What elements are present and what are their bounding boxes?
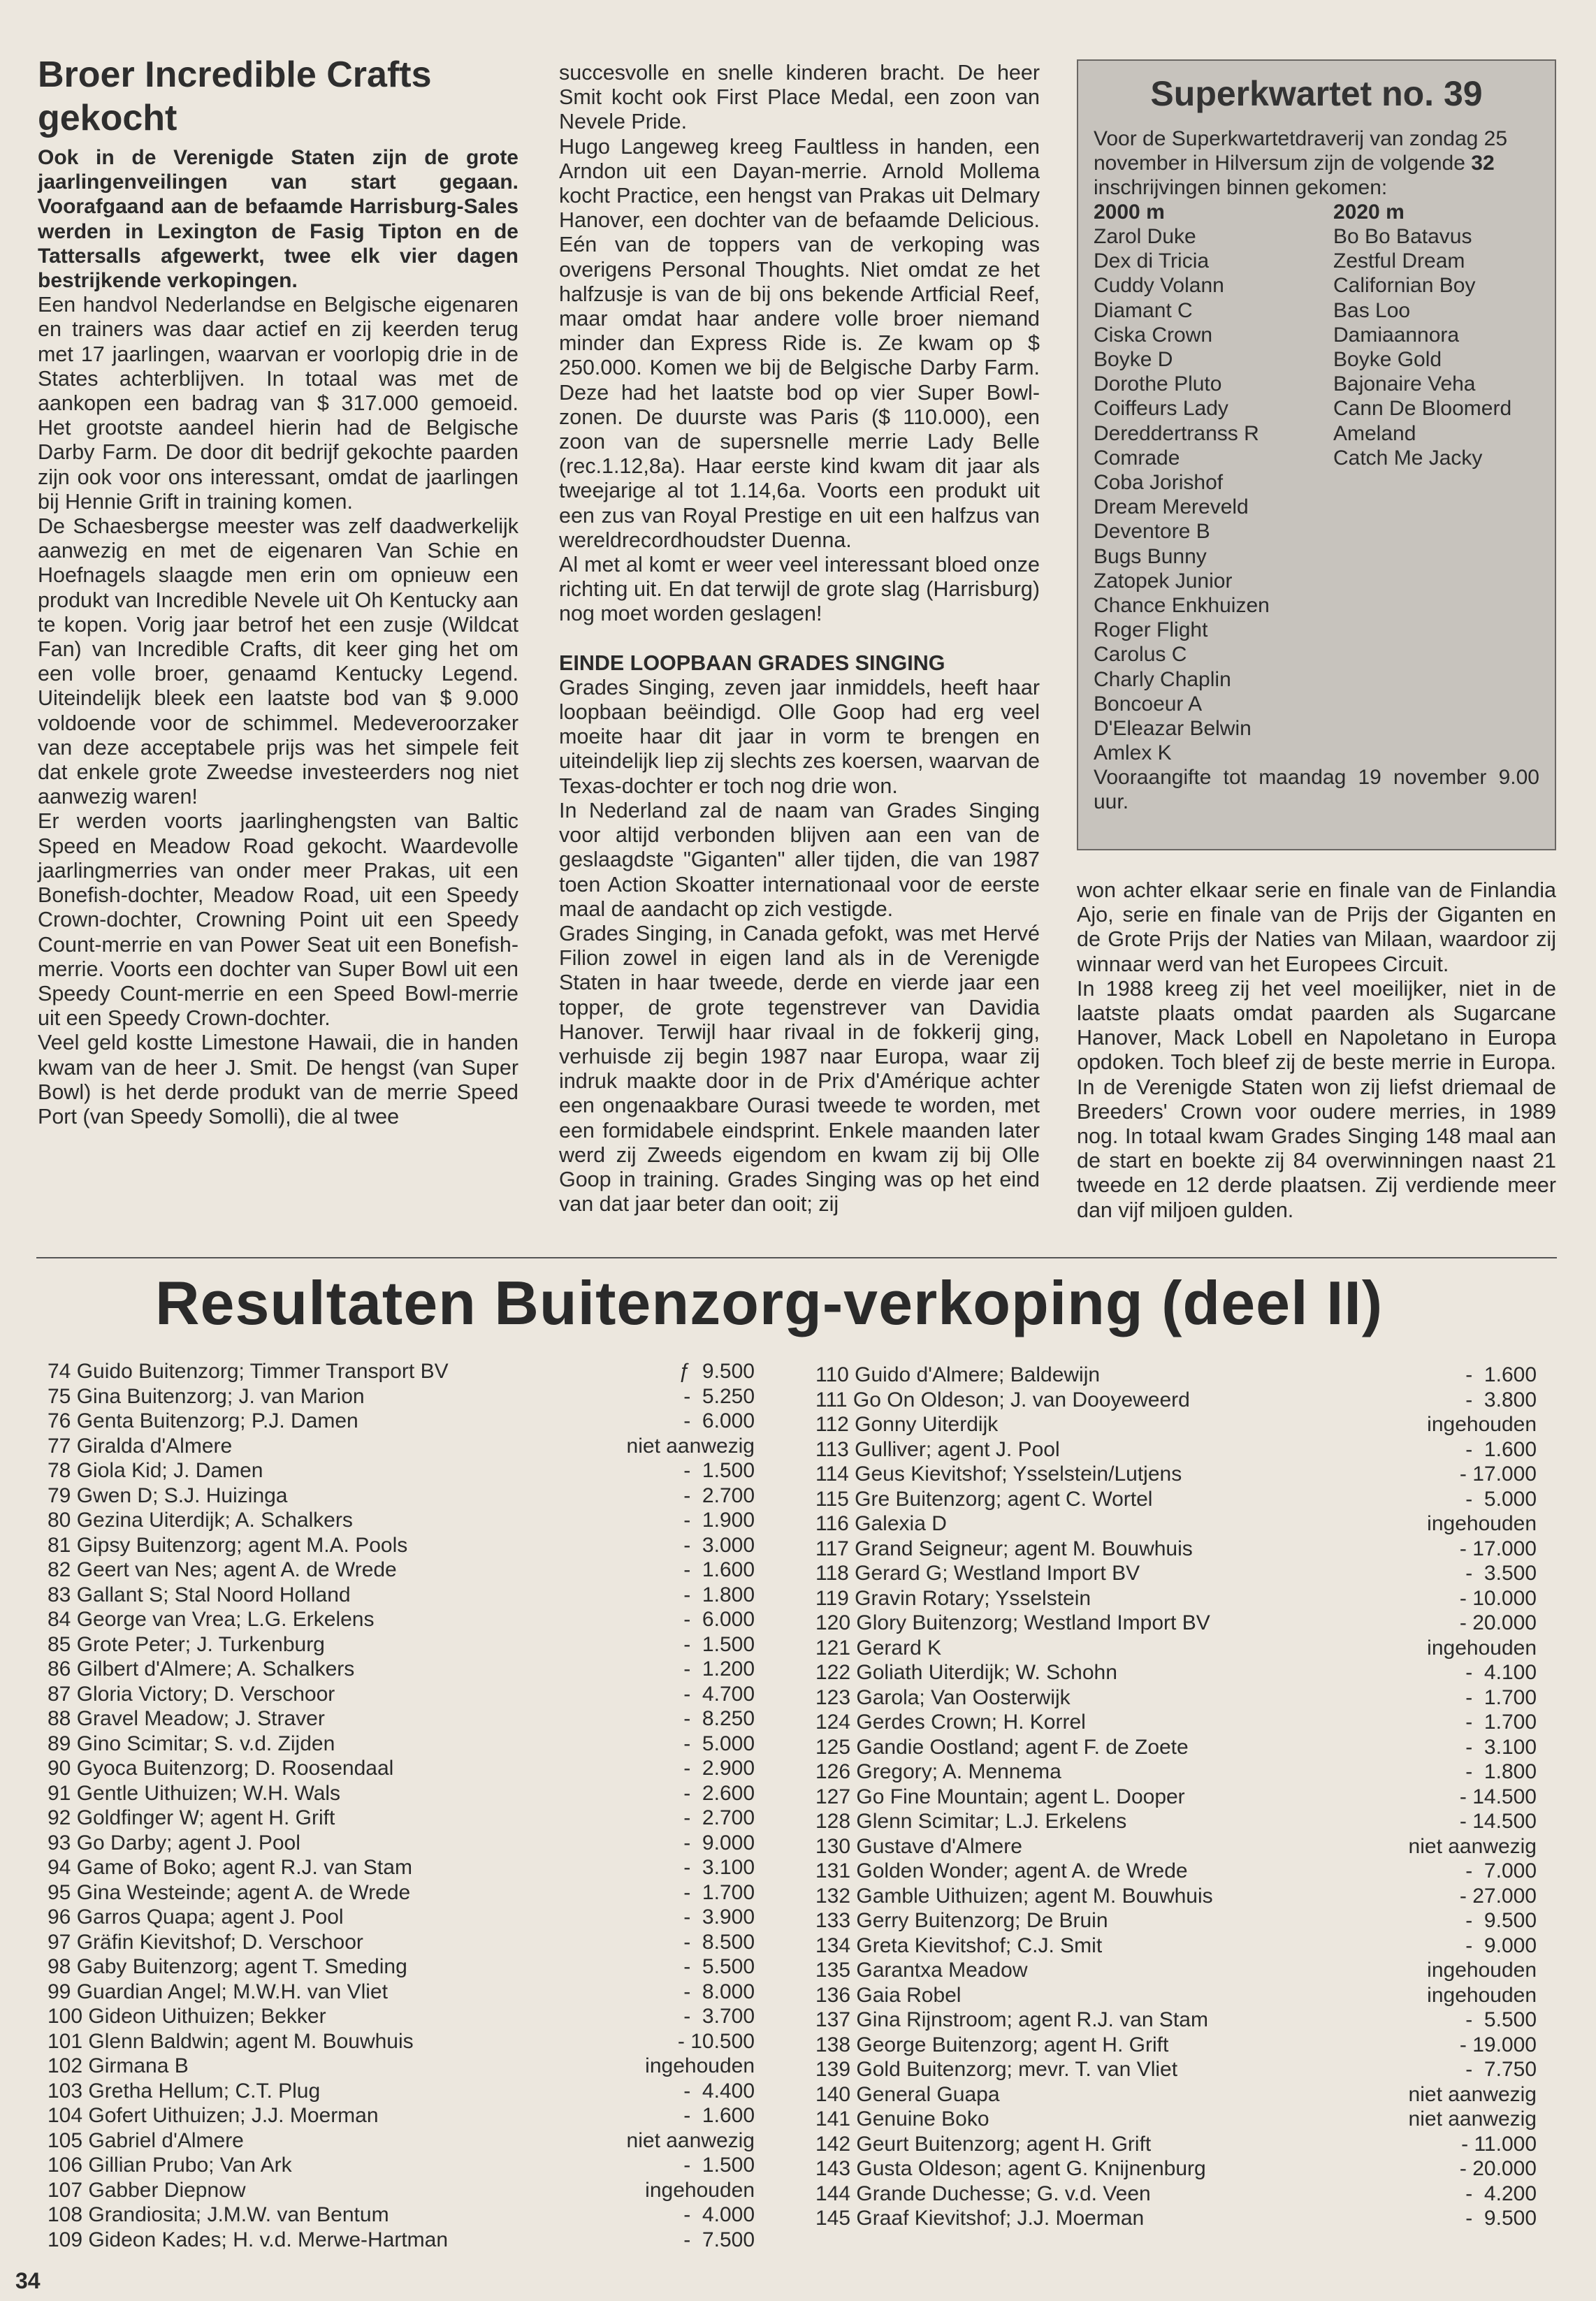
lot-price: - 8.250: [683, 1707, 755, 1730]
lot-buyer: 107 Gabber Diepnow: [48, 2178, 246, 2202]
paragraph: Hugo Langeweg kreeg Faultless in handen, een Arndon uit een Dayan-merrie. Arnold Mollema kocht Practice, een hengst van Prakas uit Delmary Hanover, een dochter van de befaamde Delicious. Eén van de toppers van de verkoping was overigens Personal Thoughts. Niet omdat ze het halfzusje is van de bij ons bekende Artficial Reef, maar omdat haar andere volle broer niemand minder dan Express Ride is. Ze kwam op $ 250.000. Komen we bij de Belgische Darby Farm. Deze had het laatste bod op vier Super Bowl-zonen. De duurste was Paris ($ 110.000), een zoon van de supersnelle merrie Lady Belle (rec.1.12,8a). Haar eerste kind kwam dit jaar als tweejarige al tot 1.14,6a. Voorts een produkt uit een zus van Royal Prestige en uit een halfzus van wereldrecordhoudster Duenna.: [559, 134, 1040, 552]
result-row: [48, 1880, 755, 1906]
lot-buyer: 80 Gezina Uiterdijk; A. Schalkers: [48, 1509, 353, 1532]
paragraph: Al met al komt er weer veel interessant bloed onze richting uit. En dat terwijl de grote slag (Harrisburg) nog moet worden geslagen!: [559, 553, 1040, 626]
horse-entry: Ciska Crown: [1094, 323, 1213, 347]
paragraph: won achter elkaar serie en finale van de Finlandia Ajo, serie en finale van de Prijs der Giganten en de Grote Prijs der Naties van Milaan, waardoor zij winnaar werd van het Europees Circuit.: [1077, 878, 1556, 976]
result-row: [815, 1437, 1537, 1462]
lot-price: - 10.500: [677, 2029, 755, 2053]
lot-price: - 3.700: [683, 2005, 755, 2028]
horse-entry: Dereddertranss R: [1094, 421, 1259, 445]
lot-buyer: 134 Greta Kievitshof; C.J. Smit: [815, 1933, 1103, 1957]
result-row: [815, 2107, 1537, 2132]
result-row: [815, 1487, 1537, 1512]
lot-price: - 4.200: [1465, 2182, 1537, 2205]
result-row: [48, 1706, 755, 1732]
article-body-continued: [559, 61, 1040, 627]
superkwartet-lists: [1094, 200, 1539, 765]
lot-buyer: 76 Genta Buitenzorg; P.J. Damen: [48, 1409, 358, 1432]
horse-entry: Coba Jorishof: [1094, 471, 1224, 495]
lot-buyer: 100 Gideon Uithuizen; Bekker: [48, 2005, 326, 2028]
lot-buyer: 106 Gillian Prubo; Van Ark: [48, 2154, 292, 2177]
result-row: [815, 2033, 1537, 2058]
result-row: [48, 2029, 755, 2054]
result-row: [48, 1384, 755, 1409]
horse-entry: Deventore B: [1094, 520, 1210, 544]
lot-buyer: 86 Gilbert d'Almere; A. Schalkers: [48, 1657, 355, 1681]
lot-buyer: 131 Golden Wonder; agent A. de Wrede: [815, 1859, 1188, 1882]
lot-price: - 9.000: [683, 1831, 755, 1854]
paragraph: succesvolle en snelle kinderen bracht. De heer Smit kocht ook First Place Medal, een zoon van Nevele Pride.: [559, 61, 1040, 134]
intro-text: Voor de Superkwartetdraverij van zondag 25 november in Hilversum zijn de volgende: [1094, 127, 1508, 175]
paragraph: Er werden voorts jaarlinghengsten van Baltic Speed en Meadow Road gekocht. Waardevolle jaarlingmerries van onder meer Prakas, uit een Bonefish-dochter, Meadow Road, uit een Speedy Crown-dochter, Crowning Point uit een Speedy Count-merrie en van Power Seat uit een Bonefish-merrie. Voorts een dochter van Super Bowl uit een Speedy Count-merrie en een Speed Bowl-merrie uit een Speedy Crown-dochter.: [38, 809, 518, 1031]
result-row: [815, 1363, 1537, 1388]
lot-price: - 4.400: [683, 2079, 755, 2103]
distance-2000-list: [1094, 200, 1333, 765]
result-row: [815, 1412, 1537, 1437]
lot-price: ingehouden: [1427, 1512, 1537, 1535]
lot-price: - 1.700: [683, 1880, 755, 1904]
result-row: [815, 1958, 1537, 1983]
results-title-wrap: [155, 1268, 1483, 1338]
result-row: [48, 2153, 755, 2178]
horse-entry: Carolus C: [1094, 643, 1187, 667]
result-row: [815, 1884, 1537, 1909]
horse-entry: Boyke Gold: [1333, 348, 1442, 372]
lot-buyer: 95 Gina Westeinde; agent A. de Wrede: [48, 1880, 411, 1904]
lot-buyer: 94 Game of Boko; agent R.J. van Stam: [48, 1856, 412, 1879]
lot-buyer: 119 Gravin Rotary; Ysselstein: [815, 1586, 1091, 1610]
lot-price: niet aanwezig: [626, 1434, 755, 1458]
lot-price: - 5.000: [683, 1732, 755, 1755]
result-row: [815, 1537, 1537, 1562]
lot-price: ingehouden: [1427, 1983, 1537, 2007]
lot-price: niet aanwezig: [626, 2128, 755, 2152]
result-row: [48, 1905, 755, 1930]
lot-buyer: 111 Go On Oldeson; J. van Dooyeweerd: [815, 1388, 1190, 1411]
lot-price: - 1.600: [683, 2104, 755, 2127]
horse-entry: Cuddy Volann: [1094, 274, 1224, 298]
lot-price: - 19.000: [1459, 2033, 1537, 2056]
lot-buyer: 135 Garantxa Meadow: [815, 1959, 1028, 1982]
lot-price: - 1.500: [683, 1632, 755, 1656]
result-row: [815, 1388, 1537, 1413]
distance-header: 2000 m: [1094, 201, 1165, 224]
result-row: [815, 1735, 1537, 1760]
result-row: [48, 1409, 755, 1434]
lot-price: - 2.700: [683, 1806, 755, 1829]
lot-price: - 6.000: [683, 1409, 755, 1432]
lot-buyer: 103 Gretha Hellum; C.T. Plug: [48, 2079, 321, 2103]
result-row: [48, 1508, 755, 1533]
result-row: [48, 1607, 755, 1632]
page-number: 34: [15, 2268, 41, 2293]
horse-entry: Zatopek Junior: [1094, 569, 1233, 593]
horse-entry: Bo Bo Batavus: [1333, 225, 1472, 248]
lot-buyer: 124 Gerdes Crown; H. Korrel: [815, 1711, 1086, 1734]
lot-price: - 4.100: [1465, 1661, 1537, 1684]
lot-price: - 1.800: [683, 1583, 755, 1606]
lot-price: - 1.600: [1465, 1437, 1537, 1461]
lot-buyer: 85 Grote Peter; J. Turkenburg: [48, 1632, 325, 1656]
lot-price: niet aanwezig: [1408, 1834, 1537, 1858]
result-row: [815, 1908, 1537, 1933]
horse-entry: Chance Enkhuizen: [1094, 594, 1270, 618]
lot-buyer: 97 Gräfin Kievitshof; D. Verschoor: [48, 1930, 363, 1954]
result-row: [48, 1558, 755, 1583]
lot-buyer: 141 Genuine Boko: [815, 2107, 989, 2131]
lot-buyer: 88 Gravel Meadow; J. Straver: [48, 1707, 325, 1730]
results-title: Resultaten Buitenzorg-verkoping (deel II): [155, 1268, 1384, 1337]
result-row: [815, 2132, 1537, 2157]
result-row: [48, 1434, 755, 1459]
lot-buyer: 130 Gustave d'Almere: [815, 1834, 1022, 1858]
result-row: [48, 1732, 755, 1757]
lot-price: - 11.000: [1461, 2132, 1537, 2156]
lot-buyer: 144 Grande Duchesse; G. v.d. Veen: [815, 2182, 1151, 2205]
lot-price: - 17.000: [1459, 1462, 1537, 1486]
lot-price: - 1.600: [683, 1558, 755, 1581]
lot-price: niet aanwezig: [1408, 2107, 1537, 2131]
result-row: [815, 1685, 1537, 1711]
result-row: [48, 2103, 755, 2128]
lot-buyer: 77 Giralda d'Almere: [48, 1434, 233, 1458]
lot-price: - 8.500: [683, 1930, 755, 1954]
lot-price: - 14.500: [1459, 1810, 1537, 1833]
article-title: Broer Incredible Crafts gekocht: [38, 55, 432, 138]
result-row: [815, 1759, 1537, 1785]
result-row: [48, 1781, 755, 1806]
lot-price: - 3.800: [1465, 1388, 1537, 1411]
grades-singing-body: [559, 676, 1040, 1217]
lot-buyer: 74 Guido Buitenzorg; Timmer Transport BV: [48, 1360, 449, 1383]
lot-buyer: 142 Geurt Buitenzorg; agent H. Grift: [815, 2132, 1152, 2156]
result-row: [815, 2057, 1537, 2082]
horse-entry: Charly Chaplin: [1094, 667, 1231, 691]
result-row: [815, 1462, 1537, 1487]
result-row: [48, 1831, 755, 1856]
horse-entry: Bajonaire Veha: [1333, 372, 1476, 396]
lot-price: - 4.700: [683, 1682, 755, 1706]
lot-price: - 14.500: [1459, 1785, 1537, 1808]
result-row: [48, 1359, 755, 1384]
lot-buyer: 89 Gino Scimitar; S. v.d. Zijden: [48, 1732, 335, 1755]
lot-price: - 9.000: [1465, 1933, 1537, 1957]
lot-buyer: 117 Grand Seigneur; agent M. Bouwhuis: [815, 1537, 1193, 1560]
horse-entry: Dex di Tricia: [1094, 249, 1210, 273]
lot-price: - 7.750: [1465, 2058, 1537, 2081]
result-row: [815, 1809, 1537, 1834]
lot-buyer: 122 Goliath Uiterdijk; W. Schohn: [815, 1661, 1117, 1684]
lot-buyer: 81 Gipsy Buitenzorg; agent M.A. Pools: [48, 1533, 408, 1557]
lot-buyer: 92 Goldfinger W; agent H. Grift: [48, 1806, 335, 1829]
result-row: [48, 1855, 755, 1880]
result-row: [815, 1561, 1537, 1586]
lot-price: - 20.000: [1459, 1611, 1537, 1634]
distance-header: 2020 m: [1333, 201, 1405, 224]
result-row: [48, 2004, 755, 2029]
lot-price: - 27.000: [1459, 1884, 1537, 1908]
lot-buyer: 137 Gina Rijnstroom; agent R.J. van Stam: [815, 2008, 1208, 2031]
superkwartet-intro: [1094, 126, 1539, 200]
lot-buyer: 104 Gofert Uithuizen; J.J. Moerman: [48, 2104, 379, 2127]
result-row: [815, 2182, 1537, 2207]
lot-buyer: 132 Gamble Uithuizen; agent M. Bouwhuis: [815, 1884, 1213, 1908]
lot-price: - 7.000: [1465, 1859, 1537, 1882]
lot-buyer: 102 Girmana B: [48, 2054, 189, 2077]
lot-price: - 1.900: [683, 1509, 755, 1532]
result-row: [815, 2206, 1537, 2231]
horse-entry: Bas Loo: [1333, 298, 1411, 322]
result-row: [48, 2202, 755, 2228]
lot-price: ingehouden: [645, 2178, 755, 2202]
horse-entry: Comrade: [1094, 446, 1180, 470]
result-row: [48, 1583, 755, 1608]
lot-buyer: 133 Gerry Buitenzorg; De Bruin: [815, 1909, 1108, 1932]
paragraph: Een handvol Nederlandse en Belgische eigenaren en trainers was daar actief en zij keerden terug met 17 jaarlingen, waarvan er voorlopig drie in de States achterblijven. In totaal was met de aankopen een badrag van $ 317.000 gemoeid. Het grootste aandeel hierin had de Belgische Darby Farm. De door dit bedrijf gekochte paarden zijn ook voor ons interessant, omdat de jaarlingen bij Hennie Grift in training komen.: [38, 293, 518, 514]
lot-buyer: 83 Gallant S; Stal Noord Holland: [48, 1583, 351, 1606]
article-column-2: [559, 61, 1040, 1217]
paragraph: In Nederland zal de naam van Grades Singing voor altijd verbonden blijven aan een van de geslaagdste "Giganten" aller tijden, die van 1987 toen Action Skoatter internationaal voor de eerste maal de aandacht op zich vestigde.: [559, 798, 1040, 921]
lot-buyer: 105 Gabriel d'Almere: [48, 2128, 244, 2152]
lot-price: - 5.000: [1465, 1487, 1537, 1511]
lot-buyer: 96 Garros Quapa; agent J. Pool: [48, 1906, 344, 1929]
lot-buyer: 98 Gaby Buitenzorg; agent T. Smeding: [48, 1955, 407, 1978]
lot-buyer: 116 Galexia D: [815, 1512, 947, 1535]
article-lead: Ook in de Verenigde Staten zijn de grote jaarlingenveilingen van start gegaan. Voorafgaand aan de befaamde Harrisburg-Sales werden in Lexington de Fasig Tipton en de Tattersalls afgewerkt, twee elk vier dagen bestrijkende verkopingen.: [38, 146, 518, 293]
lot-price: - 3.100: [1465, 1735, 1537, 1759]
horse-entry: Zarol Duke: [1094, 225, 1196, 248]
result-row: [815, 2008, 1537, 2033]
lot-buyer: 143 Gusta Oldeson; agent G. Knijnenburg: [815, 2157, 1206, 2180]
lot-price: - 3.000: [683, 1533, 755, 1557]
horse-entry: Dorothe Pluto: [1094, 372, 1222, 396]
result-row: [815, 1511, 1537, 1537]
lot-price: - 10.000: [1459, 1586, 1537, 1610]
horse-entry: Californian Boy: [1333, 274, 1476, 298]
result-row: [815, 1983, 1537, 2008]
lot-price: - 7.500: [683, 2228, 755, 2251]
horse-entry: Coiffeurs Lady: [1094, 397, 1228, 421]
horse-entry: Cann De Bloomerd: [1333, 397, 1512, 421]
superkwartet-title: Superkwartet no. 39: [1150, 74, 1483, 113]
paragraph: De Schaesbergse meester was zelf daadwerkelijk aanwezig en met de eigenaren Van Schie en Hoefnagels slaagde men erin om opnieuw een produkt van Incredible Nevele uit Oh Kentucky aan te kopen. Vorig jaar betrof het een zusje (Wildcat Fan) van Incredible Crafts, dit keer ging het om een volle broer, genaamd Kentucky Legend. Uiteindelijk bleek een laatste bod van $ 9.000 voldoende voor de schimmel. Medeveroorzaker van deze acceptabele prijs was het simpele feit dat enkele grote Zweedse investeerders nog niet aanwezig waren!: [38, 514, 518, 809]
lot-buyer: 78 Giola Kid; J. Damen: [48, 1459, 263, 1482]
lot-price: - 4.000: [683, 2203, 755, 2226]
lot-price: ingehouden: [645, 2054, 755, 2077]
lot-buyer: 139 Gold Buitenzorg; mevr. T. van Vliet: [815, 2058, 1178, 2081]
lot-price: ingehouden: [1427, 1959, 1537, 1982]
lot-buyer: 115 Gre Buitenzorg; agent C. Wortel: [815, 1487, 1153, 1511]
lot-buyer: 99 Guardian Angel; M.W.H. van Vliet: [48, 1980, 388, 2003]
result-row: [48, 2079, 755, 2104]
lot-price: - 5.250: [683, 1384, 755, 1408]
result-row: [48, 1657, 755, 1682]
paragraph: Grades Singing, in Canada gefokt, was met Hervé Filion zowel in eigen land als in de Verenigde Staten in haar tweede, derde en vierde jaar een topper, de grote tegenstrever van Davidia Hanover. Terwijl haar rivaal in de fokkerij ging, verhuisde zij begin 1987 naar Europa, waar zij indruk maakte door in de Prix d'Amérique achter een ongenaakbare Ourasi tweede te worden, met een formidabele eindsprint. Enkele maanden later werd zij Zweeds eigendom en kwam zij bij Olle Goop in training. Grades Singing was op het eind van dat jaar beter dan ooit; zij: [559, 921, 1040, 1217]
lot-buyer: 126 Gregory; A. Mennema: [815, 1760, 1061, 1783]
superkwartet-box: [1077, 59, 1556, 850]
lot-buyer: 87 Gloria Victory; D. Verschoor: [48, 1682, 335, 1706]
lot-price: - 5.500: [683, 1955, 755, 1978]
result-row: [48, 1533, 755, 1558]
result-row: [48, 1980, 755, 2005]
lot-price: - 3.500: [1465, 1562, 1537, 1585]
lot-price: - 2.700: [683, 1483, 755, 1507]
lot-price: - 9.500: [1465, 2207, 1537, 2230]
lot-buyer: 108 Grandiosita; J.M.W. van Bentum: [48, 2203, 389, 2226]
result-row: [815, 1636, 1537, 1661]
lot-buyer: 114 Geus Kievitshof; Ysselstein/Lutjens: [815, 1462, 1182, 1486]
lot-buyer: 140 General Guapa: [815, 2082, 1000, 2106]
lot-buyer: 128 Glenn Scimitar; L.J. Erkelens: [815, 1810, 1127, 1833]
result-row: [815, 1660, 1537, 1685]
paragraph: Grades Singing, zeven jaar inmiddels, heeft haar loopbaan beëindigd. Olle Goop had erg veel moeite haar dit jaar in vorm te brengen en uiteindelijk liep zij slechts zes koersen, waarvan de Texas-dochter er toch nog drie won.: [559, 675, 1040, 798]
section-heading: EINDE LOOPBAAN GRADES SINGING: [559, 651, 945, 675]
horse-entry: Boncoeur A: [1094, 692, 1203, 716]
result-row: [815, 1710, 1537, 1735]
lot-price: - 5.500: [1465, 2008, 1537, 2031]
article-column-1: [38, 53, 518, 1129]
lot-price: - 1.800: [1465, 1760, 1537, 1783]
horse-entry: Dream Mereveld: [1094, 495, 1249, 519]
grades-singing-body-continued: [1077, 878, 1556, 1223]
result-row: [48, 1756, 755, 1781]
article-column-3: [1077, 878, 1556, 1223]
lot-buyer: 113 Gulliver; agent J. Pool: [815, 1437, 1060, 1461]
lot-price: - 1.700: [1465, 1711, 1537, 1734]
lot-buyer: 79 Gwen D; S.J. Huizinga: [48, 1483, 288, 1507]
lot-price: - 1.500: [683, 1459, 755, 1482]
lot-buyer: 112 Gonny Uiterdijk: [815, 1413, 999, 1436]
lot-buyer: 123 Garola; Van Oosterwijk: [815, 1685, 1071, 1709]
lot-buyer: 118 Gerard G; Westland Import BV: [815, 1562, 1140, 1585]
section-divider: [36, 1257, 1557, 1258]
lot-buyer: 120 Glory Buitenzorg; Westland Import BV: [815, 1611, 1210, 1634]
result-row: [815, 1611, 1537, 1636]
result-row: [48, 2128, 755, 2154]
lot-price: - 17.000: [1459, 1537, 1537, 1560]
lot-buyer: 136 Gaia Robel: [815, 1983, 962, 2007]
horse-entry: Catch Me Jacky: [1333, 446, 1483, 470]
lot-buyer: 145 Graaf Kievitshof; J.J. Moerman: [815, 2207, 1145, 2230]
lot-price: - 2.900: [683, 1757, 755, 1780]
lot-price: - 2.600: [683, 1781, 755, 1805]
result-row: [48, 2178, 755, 2203]
results-list-right: [815, 1363, 1537, 2231]
lot-buyer: 125 Gandie Oostland; agent F. de Zoete: [815, 1735, 1189, 1759]
superkwartet-footer: Vooraangifte tot maandag 19 november 9.00 uur.: [1094, 766, 1539, 814]
result-row: [815, 1834, 1537, 1859]
lot-buyer: 82 Geert van Nes; agent A. de Wrede: [48, 1558, 397, 1581]
article-body: [38, 293, 518, 1129]
lot-buyer: 91 Gentle Uithuizen; W.H. Wals: [48, 1781, 341, 1805]
result-row: [815, 2082, 1537, 2107]
lot-buyer: 93 Go Darby; agent J. Pool: [48, 1831, 300, 1854]
lot-price: - 3.900: [683, 1906, 755, 1929]
lot-buyer: 84 George van Vrea; L.G. Erkelens: [48, 1608, 375, 1631]
result-row: [815, 1859, 1537, 1884]
result-row: [48, 1954, 755, 1980]
result-row: [48, 1682, 755, 1707]
horse-entry: Ameland: [1333, 421, 1416, 445]
lot-buyer: 127 Go Fine Mountain; agent L. Dooper: [815, 1785, 1185, 1808]
horse-entry: Diamant C: [1094, 298, 1193, 322]
result-row: [815, 1933, 1537, 1959]
horse-entry: Amlex K: [1094, 741, 1172, 765]
result-row: [48, 1458, 755, 1483]
intro-text-end: inschrijvingen binnen gekomen:: [1094, 176, 1388, 199]
lot-price: - 9.500: [1465, 1909, 1537, 1932]
result-row: [48, 2054, 755, 2079]
lot-buyer: 109 Gideon Kades; H. v.d. Merwe-Hartman: [48, 2228, 449, 2251]
lot-price: - 1.600: [1465, 1363, 1537, 1386]
lot-buyer: 75 Gina Buitenzorg; J. van Marion: [48, 1384, 365, 1408]
horse-entry: Zestful Dream: [1333, 249, 1465, 273]
horse-entry: Bugs Bunny: [1094, 544, 1207, 568]
horse-list: [1333, 224, 1539, 470]
lot-price: - 1.500: [683, 2154, 755, 2177]
result-row: [48, 1483, 755, 1509]
horse-entry: Roger Flight: [1094, 618, 1208, 642]
result-row: [815, 1586, 1537, 1611]
result-row: [48, 1806, 755, 1831]
lot-price: - 20.000: [1459, 2157, 1537, 2180]
lot-buyer: 101 Glenn Baldwin; agent M. Bouwhuis: [48, 2029, 414, 2053]
lot-price: ingehouden: [1427, 1413, 1537, 1436]
result-row: [48, 1930, 755, 1955]
paragraph: Veel geld kostte Limestone Hawaii, die in handen kwam van de heer J. Smit. De hengst (van Super Bowl) is het derde produkt van de merrie Speed Port (van Speedy Somolli), die al twee: [38, 1031, 518, 1128]
lot-price: ingehouden: [1427, 1636, 1537, 1660]
paragraph: In 1988 kreeg zij het veel moeilijker, niet in de laatste plaats omdat paarden als Sugarcane Hanover, Mack Lobell en Napoletano in Europa opdoken. Toch bleef zij de beste merrie in Europa. In de Verenigde Staten won zij liefst driemaal de Breeders' Crown voor oudere merries, in 1989 nog. In totaal kwam Grades Singing 148 maal aan de start en boekte zij 84 overwinningen naast 21 tweede en 12 derde plaatsen. Zij verdiende meer dan vijf miljoen gulden.: [1077, 976, 1556, 1222]
lot-price: niet aanwezig: [1408, 2082, 1537, 2106]
horse-entry: Damiaannora: [1333, 323, 1460, 347]
lot-buyer: 110 Guido d'Almere; Baldewijn: [815, 1363, 1101, 1386]
result-row: [48, 1632, 755, 1657]
lot-buyer: 121 Gerard K: [815, 1636, 942, 1660]
lot-price: ƒ 9.500: [679, 1360, 755, 1383]
horse-list: [1094, 224, 1333, 765]
lot-price: - 6.000: [683, 1608, 755, 1631]
lot-price: - 1.200: [683, 1657, 755, 1681]
lot-price: - 1.700: [1465, 1685, 1537, 1709]
result-row: [815, 2156, 1537, 2182]
distance-2020-list: [1333, 200, 1539, 765]
horse-entry: D'Eleazar Belwin: [1094, 717, 1252, 741]
results-list-left: [48, 1359, 755, 2252]
lot-buyer: 90 Gyoca Buitenzorg; D. Roosendaal: [48, 1757, 394, 1780]
result-row: [48, 2228, 755, 2253]
lot-buyer: 138 George Buitenzorg; agent H. Grift: [815, 2033, 1169, 2056]
lot-price: - 3.100: [683, 1856, 755, 1879]
lot-price: - 8.000: [683, 1980, 755, 2003]
horse-entry: Boyke D: [1094, 348, 1173, 372]
result-row: [815, 1785, 1537, 1810]
entry-count: 32: [1471, 152, 1495, 175]
